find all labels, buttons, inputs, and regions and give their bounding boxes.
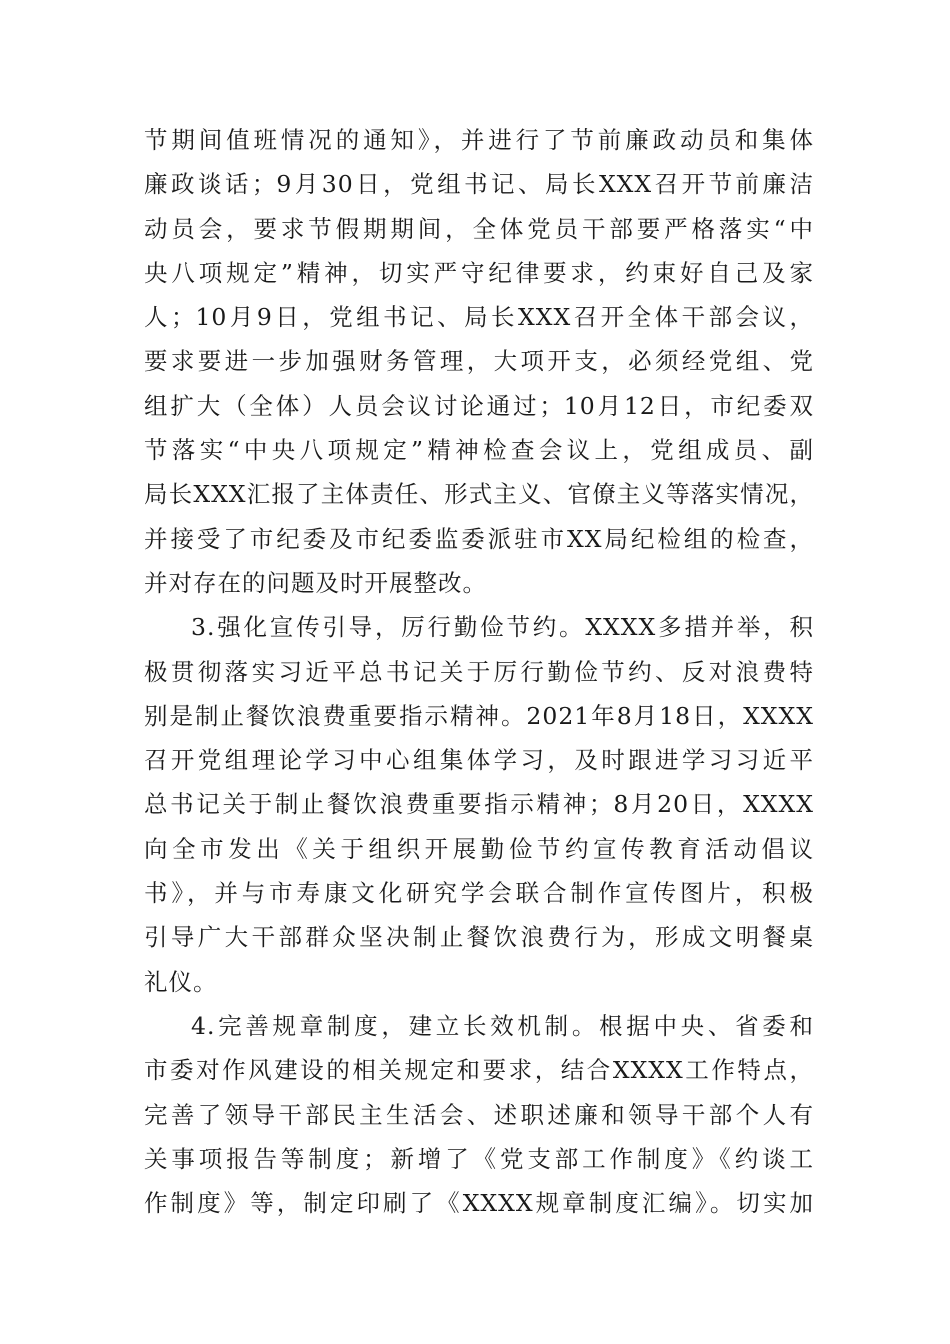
text-line-12: 3.强化宣传引导，厉行勤俭节约。XXXX多措并举，积 <box>191 613 814 642</box>
text-line-3: 动员会，要求节假期期间，全体党员干部要严格落实“中 <box>144 214 814 243</box>
text-line-16: 总书记关于制止餐饮浪费重要指示精神；8月20日，XXXX <box>144 790 814 819</box>
text-line-24: 关事项报告等制度；新增了《党支部工作制度》《约谈工 <box>144 1144 814 1173</box>
text-line-13: 极贯彻落实习近平总书记关于厉行勤俭节约、反对浪费特 <box>144 657 814 686</box>
text-line-10: 并接受了市纪委及市纪委监委派驻市XX局纪检组的检查， <box>144 524 814 553</box>
document-body <box>144 118 814 1225</box>
text-line-9: 局长XXX汇报了主体责任、形式主义、官僚主义等落实情况， <box>144 480 814 509</box>
text-line-7: 组扩大（全体）人员会议讨论通过；10月12日，市纪委双 <box>144 391 814 420</box>
text-line-5: 人；10月9日，党组书记、局长XXX召开全体干部会议， <box>144 303 814 332</box>
text-line-4: 央八项规定”精神，切实严守纪律要求，约束好自己及家 <box>144 258 814 287</box>
text-line-11: 并对存在的问题及时开展整改。 <box>144 568 487 597</box>
text-line-23: 完善了领导干部民主生活会、述职述廉和领导干部个人有 <box>144 1100 814 1129</box>
text-line-18: 书》，并与市寿康文化研究学会联合制作宣传图片，积极 <box>144 879 814 908</box>
text-line-21: 4.完善规章制度，建立长效机制。根据中央、省委和 <box>191 1011 814 1040</box>
text-line-17: 向全市发出《关于组织开展勤俭节约宣传教育活动倡议 <box>144 834 814 863</box>
text-line-20: 礼仪。 <box>144 967 218 996</box>
text-line-15: 召开党组理论学习中心组集体学习，及时跟进学习习近平 <box>144 746 814 775</box>
text-line-22: 市委对作风建设的相关规定和要求，结合XXXX工作特点， <box>144 1056 814 1085</box>
text-line-25: 作制度》等，制定印刷了《XXXX规章制度汇编》。切实加 <box>144 1189 814 1218</box>
text-line-1: 节期间值班情况的通知》，并进行了节前廉政动员和集体 <box>144 126 814 154</box>
text-line-6: 要求要进一步加强财务管理，大项开支，必须经党组、党 <box>144 347 814 376</box>
text-line-19: 引导广大干部群众坚决制止餐饮浪费行为，形成文明餐桌 <box>144 923 814 952</box>
text-line-2: 廉政谈话；9月30日，党组书记、局长XXX召开节前廉洁 <box>144 170 814 199</box>
text-line-14: 别是制止餐饮浪费重要指示精神。2021年8月18日，XXXX <box>144 701 814 730</box>
text-line-8: 节落实“中央八项规定”精神检查会议上，党组成员、副 <box>144 436 814 465</box>
